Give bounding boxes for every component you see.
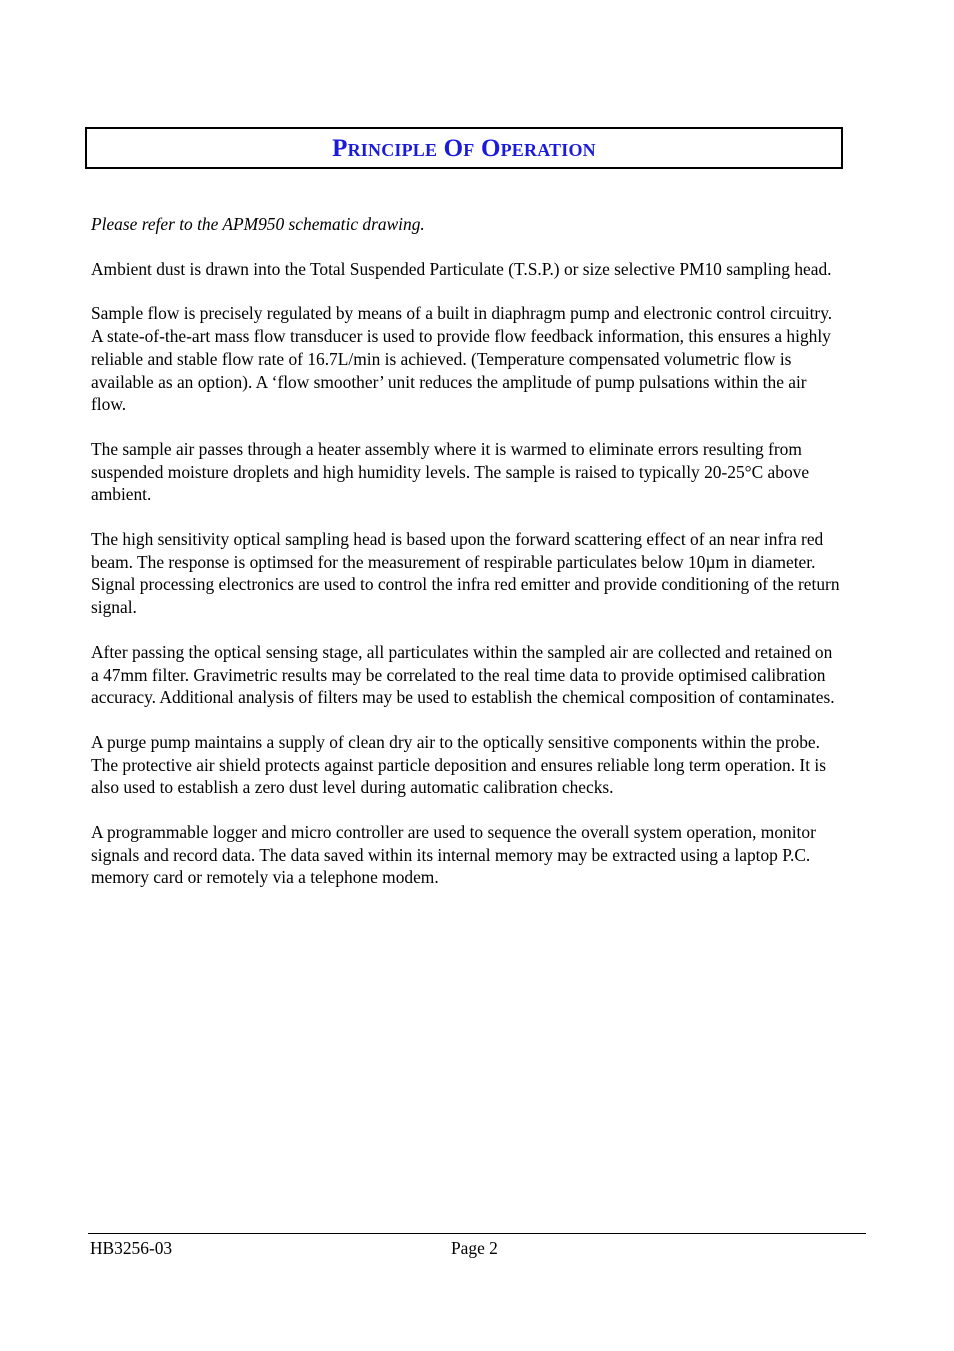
paragraph-sampling-head: Ambient dust is drawn into the Total Suspended Particulate (T.S.P.) or size selective PM10 sampling head. [91,258,832,279]
document-body [91,213,843,911]
paragraph-logger: A programmable logger and micro controller are used to sequence the overall system operation, monitor signals and record data. The data saved within its internal memory may be extracted using a laptop P.C. memory card or remotely via a telephone modem. [91,822,816,888]
section-title-box [85,127,843,169]
page-title: Principle Of Operation [332,134,596,162]
paragraph-filter: After passing the optical sensing stage, all particulates within the sampled air are collected and retained on a 47mm filter. Gravimetric results may be correlated to the real time data to provide optimised calibration accuracy. Additional analysis of filters may be used to establish the chemical composition of contaminates. [91,641,835,708]
intro-note: Please refer to the APM950 schematic drawing. [91,214,425,234]
footer-doc-number: HB3256-03 [90,1238,173,1258]
paragraph-heater: The sample air passes through a heater assembly where it is warmed to eliminate errors resulting from suspended moisture droplets and high humidity levels. The sample is raised to typically 20-25°C above ambient. [91,438,810,505]
paragraph-purge-pump: A purge pump maintains a supply of clean dry air to the optically sensitive components within the probe. The protective air shield protects against particle deposition and ensures reliable long term operation. It is also used to establish a zero dust level during automatic calibration checks. [91,731,827,798]
footer-page-number: Page 2 [451,1238,498,1258]
paragraph-optical-head: The high sensitivity optical sampling head is based upon the forward scattering effect of an near infra red beam. The response is optimsed for the measurement of respirable particulates below 10µm in diameter. Signal processing electronics are used to control the infra red emitter and provide conditioning of the return signal. [91,529,840,618]
footer-divider [88,1233,866,1234]
paragraph-sample-flow: Sample flow is precisely regulated by means of a built in diaphragm pump and electronic control circuitry. A state-of-the-art mass flow transducer is used to provide flow feedback information, this ensures a highly reliable and stable flow rate of 16.7L/min is achieved. (Temperature compensated volumetric flow is available as an option). A ‘flow smoother’ unit reduces the amplitude of pump pulsations within the air flow. [91,303,833,415]
